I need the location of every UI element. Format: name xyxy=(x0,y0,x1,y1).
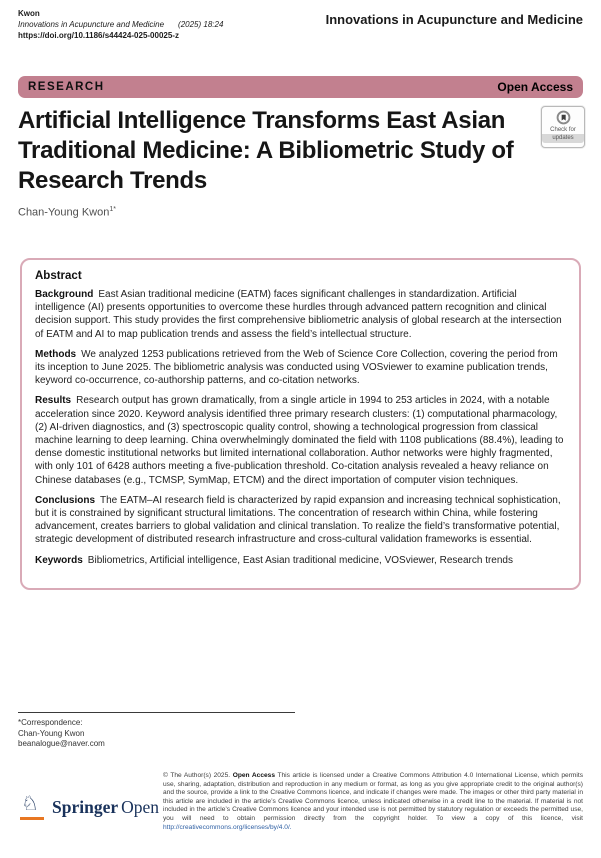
doi-link[interactable]: https://doi.org/10.1186/s44424-025-00025-z xyxy=(18,31,179,40)
license-open-access-label: Open Access xyxy=(232,772,275,779)
abstract-background-label: Background xyxy=(35,289,94,300)
abstract-heading: Abstract xyxy=(35,270,82,282)
open-access-label: Open Access xyxy=(497,80,573,94)
author-line xyxy=(18,206,116,219)
abstract-results-label: Results xyxy=(35,395,72,407)
springer-horse-icon xyxy=(20,791,46,820)
author-name: Chan-Young Kwon xyxy=(18,206,110,219)
springer-word: Springer xyxy=(52,796,119,817)
correspondence-label: *Correspondence: xyxy=(18,718,83,727)
journal-title-right: Innovations in Acupuncture and Medicine xyxy=(325,12,583,27)
open-word: Open xyxy=(121,796,160,817)
license-prefix: © The Author(s) 2025. xyxy=(163,772,231,779)
correspondence-block xyxy=(18,718,105,750)
journal-name-italic: Innovations in Acupuncture and Medicine xyxy=(18,20,165,29)
abstract-box xyxy=(20,258,581,590)
license-text xyxy=(163,770,583,832)
abstract-keywords-text: Bibliometrics, Artificial intelligence, East Asian traditional medicine, VOSviewer, Research trends xyxy=(87,554,513,566)
article-title: Artificial Intelligence Transforms East Asian Traditional Medicine: A Bibliometric Study of Research Trends xyxy=(18,107,514,194)
abstract-results xyxy=(35,394,566,486)
page-header xyxy=(18,8,583,41)
abstract-keywords xyxy=(35,554,566,567)
footnote-divider xyxy=(18,712,295,713)
springer-open-wordmark xyxy=(52,797,159,818)
abstract-methods xyxy=(35,348,566,388)
check-badge-line1: Check for xyxy=(550,127,576,133)
volume-issue: (2025) 18:24 xyxy=(178,20,224,29)
springer-open-logo xyxy=(20,782,163,832)
crossmark-icon xyxy=(556,110,571,125)
abstract-conclusions-label: Conclusions xyxy=(35,494,96,506)
abstract-conclusions xyxy=(35,494,566,547)
check-badge-line2: updates xyxy=(542,134,584,143)
author-affiliation-marker: 1* xyxy=(109,206,116,213)
header-citation-block xyxy=(18,8,223,41)
running-author: Kwon xyxy=(18,9,40,18)
abstract-background-text: East Asian traditional medicine (EATM) faces significant challenges in standardization. Artificial intelligence (AI) presents opportunities to overcome these hurdles through advanced pattern recognition and clinical decision support. This study provides the first comprehensive bibliometric analysis of global research at the intersection of EATM and AI to map publication trends and assess the field’s intellectual structure. xyxy=(35,289,562,340)
article-type-label: RESEARCH xyxy=(28,81,105,93)
journal-citation-line xyxy=(18,19,223,30)
correspondence-name: Chan-Young Kwon xyxy=(18,728,85,738)
abstract-keywords-label: Keywords xyxy=(35,554,83,566)
check-for-updates-badge[interactable] xyxy=(541,106,585,148)
article-type-banner xyxy=(18,76,583,98)
knight-glyph: ♘ xyxy=(21,791,39,816)
license-body: This article is licensed under a Creative Commons Attribution 4.0 International License, which permits use, sharing, adaptation, distribution and reproduction in any medium or format, as long as you give appropriate credit to the original author(s) and the source, provide a link to the Creative Commons licence, and indicate if changes were made. The images or other third party material in this article are included in the article’s Creative Commons licence, unless indicated otherwise in a credit line to the material. If material is not included in the article’s Creative Commons licence and your intended use is not permitted by statutory regulation or exceeds the permitted use, you will need to obtain permission directly from the copyright holder. To view a copy of this licence, visit xyxy=(163,772,583,822)
abstract-results-text: Research output has grown dramatically, from a single article in 1994 to 253 articles in 2024, with a notable acceleration since 2020. Keyword analysis identified three primary research clusters: (1) computational pharmacology, (2) AI-driven diagnostics, and (3) spectroscopic quality control, showing a technological progression from classical machine learning to deep learning. China overwhelmingly dominated the field with 1108 publications (88.4%), leading to dense domestic institutional networks but limited international collaboration. Author networks were highly fragmented, with only 101 of 6428 authors meeting a five-publication threshold. Co-citation analysis revealed a heavy reliance on Chinese databases (e.g., TCMSP, SymMap, ETCM) and the direct importation of computer vision techniques. xyxy=(35,395,564,486)
creative-commons-link[interactable]: http://creativecommons.org/licenses/by/4.0/. xyxy=(163,823,292,831)
abstract-methods-label: Methods xyxy=(35,348,77,360)
abstract-conclusions-text: The EATM–AI research field is characterized by rapid expansion and increasing technical sophistication, but it is constrained by significant structural limitations. The concentration of research within China, while fostering advancement, creates barriers to global validation and clinical translation. To realize the field’s transformative potential, strategic development of distributed research infrastructure and cross-cultural validation frameworks is essential. xyxy=(35,494,561,546)
publisher-footer xyxy=(20,770,583,832)
correspondence-email[interactable]: beanalogue@naver.com xyxy=(18,739,105,748)
abstract-methods-text: We analyzed 1253 publications retrieved from the Web of Science Core Collection, covering the period from its inception to June 2025. The bibliometric analysis was conducted using VOSviewer to examine publication trends, keyword co-occurrence, co-authorship patterns, and co-citation networks. xyxy=(35,348,558,387)
logo-orange-bar xyxy=(20,817,44,820)
abstract-background xyxy=(35,288,566,341)
